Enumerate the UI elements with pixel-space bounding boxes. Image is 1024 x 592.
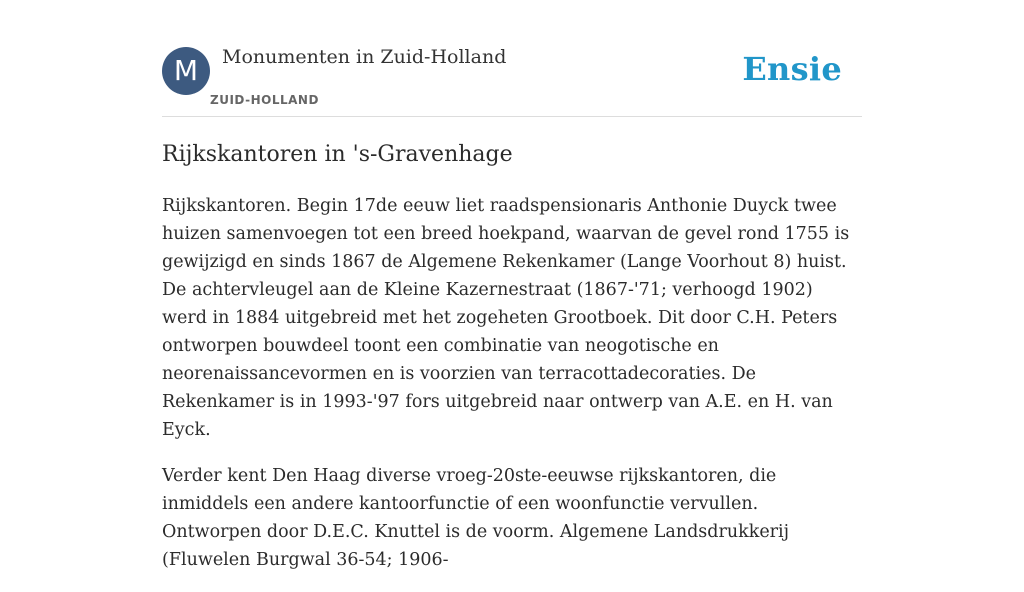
entry-body [162, 192, 862, 592]
avatar[interactable]: M [162, 47, 210, 95]
ensie-logo[interactable]: Ensie [742, 50, 842, 88]
header [162, 0, 862, 117]
entry-title: Rijkskantoren in 's-Gravenhage [162, 142, 513, 167]
book-title[interactable]: Monumenten in Zuid-Holland [222, 46, 507, 68]
category-link[interactable]: ZUID-HOLLAND [210, 93, 319, 107]
page-container [162, 0, 862, 570]
entry-paragraph: Rijkskantoren. Begin 17de eeuw liet raadspensionaris Anthonie Duyck twee huizen samenvoegen tot een breed hoekpand, waarvan de gevel rond 1755 is gewijzigd en sinds 1867 de Algemene Rekenkamer (Lange Voorhout 8) huist. De achtervleugel aan de Kleine Kazernestraat (1867-'71; verhoogd 1902) werd in 1884 uitgebreid met het zogeheten Grootboek. Dit door C.H. Peters ontworpen bouwdeel toont een combinatie van neogotische en neorenaissancevormen en is voorzien van terracottadecoraties. De Rekenkamer is in 1993-'97 fors uitgebreid naar ontwerp van A.E. en H. van Eyck. [162, 196, 850, 440]
entry-paragraph: Verder kent Den Haag diverse vroeg-20ste-eeuwse rijkskantoren, die inmiddels een andere kantoorfunctie of een woonfunctie vervullen. Ontworpen door D.E.C. Knuttel is de voorm. Algemene Landsdrukkerij (Fluwelen Burgwal 36-54; 1906- [162, 466, 790, 570]
